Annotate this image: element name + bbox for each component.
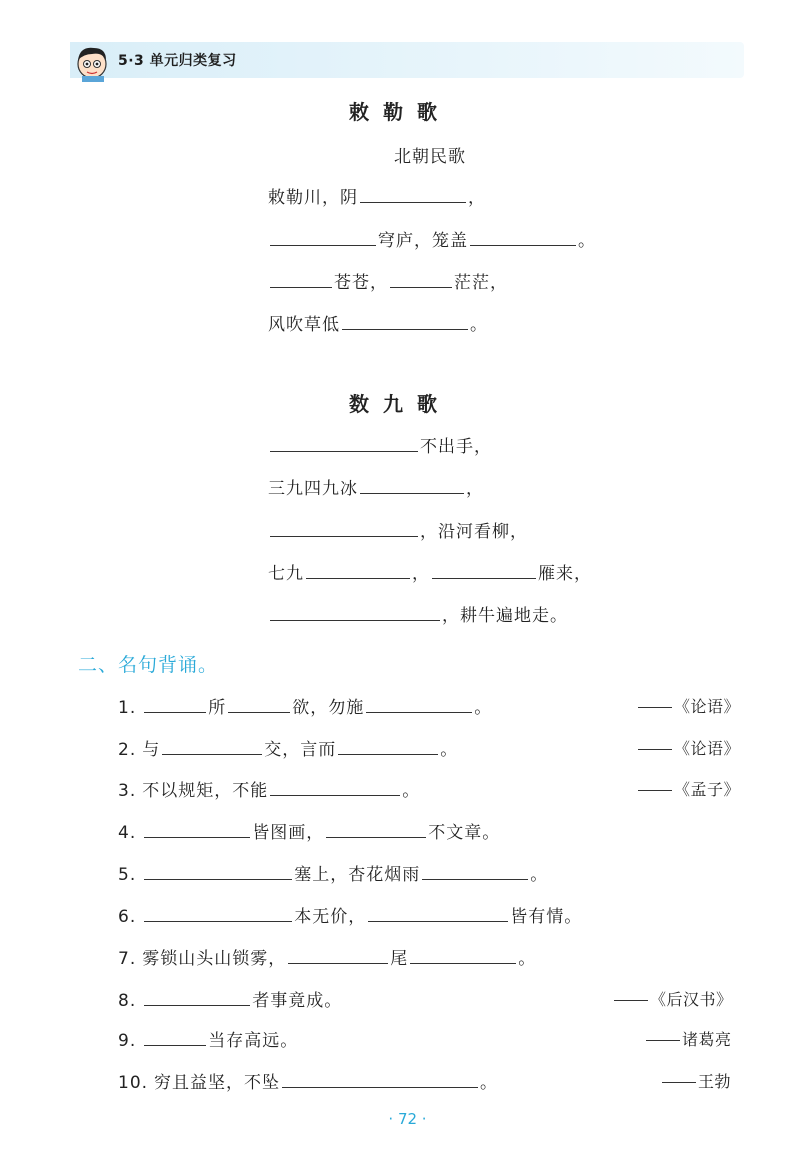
quote-source: 诸葛亮: [646, 1027, 732, 1050]
answer-blank[interactable]: [270, 518, 418, 537]
quote-source: 《论语》: [638, 736, 740, 759]
answer-blank[interactable]: [366, 694, 472, 713]
quote-item: 1. 所 欲，勿施 。: [118, 693, 492, 718]
quote-source: 王勃: [662, 1069, 731, 1092]
answer-blank[interactable]: [470, 227, 576, 246]
answer-blank[interactable]: [338, 736, 438, 755]
answer-blank[interactable]: [282, 1069, 478, 1088]
poem-line: 苍苍， 茫茫，: [268, 268, 508, 293]
answer-blank[interactable]: [144, 694, 206, 713]
page-number: · 72 ·: [388, 1110, 427, 1128]
answer-blank[interactable]: [368, 903, 508, 922]
poem-line: 三九四九冰 ，: [268, 474, 484, 499]
answer-blank[interactable]: [410, 945, 516, 964]
poem-title: 数九歌: [349, 392, 451, 416]
poem-line: 穹庐，笼盖 。: [268, 226, 596, 251]
answer-blank[interactable]: [228, 694, 290, 713]
poem-line: ，耕牛遍地走。: [268, 601, 568, 626]
answer-blank[interactable]: [162, 736, 262, 755]
answer-blank[interactable]: [270, 777, 400, 796]
quote-item: 6. 本无价， 皆有情。: [118, 902, 582, 927]
quote-source: 《论语》: [638, 694, 740, 717]
answer-blank[interactable]: [326, 819, 426, 838]
quote-source: 《后汉书》: [614, 987, 733, 1010]
quote-item: 10. 穷且益坚，不坠 。: [118, 1068, 498, 1093]
answer-blank[interactable]: [270, 433, 418, 452]
answer-blank[interactable]: [360, 184, 466, 203]
section-title: 二、名句背诵。: [78, 654, 219, 676]
quote-item: 2. 与 交，言而 。: [118, 735, 458, 760]
answer-blank[interactable]: [270, 269, 332, 288]
boy-avatar-icon: [72, 42, 116, 82]
quote-item: 5. 塞上，杏花烟雨 。: [118, 860, 548, 885]
quote-item: 7. 雾锁山头山锁雾， 尾 。: [118, 944, 536, 969]
quote-item: 3. 不以规矩，不能 。: [118, 776, 420, 801]
answer-blank[interactable]: [306, 560, 410, 579]
answer-blank[interactable]: [144, 819, 250, 838]
answer-blank[interactable]: [144, 1027, 206, 1046]
quote-item: 4. 皆图画， 不文章。: [118, 818, 500, 843]
quote-source: 《孟子》: [638, 777, 740, 800]
poem-line: 风吹草低 。: [268, 310, 488, 335]
poem-author: 北朝民歌: [394, 147, 466, 167]
poem-line: ，沿河看柳，: [268, 517, 528, 542]
answer-blank[interactable]: [270, 227, 376, 246]
answer-blank[interactable]: [270, 602, 440, 621]
answer-blank[interactable]: [422, 861, 528, 880]
poem-title: 敕勒歌: [349, 100, 451, 124]
quote-item: 9. 当存高远。: [118, 1026, 298, 1051]
answer-blank[interactable]: [342, 311, 468, 330]
answer-blank[interactable]: [144, 861, 292, 880]
answer-blank[interactable]: [144, 987, 250, 1006]
answer-blank[interactable]: [432, 560, 536, 579]
answer-blank[interactable]: [144, 903, 292, 922]
poem-line: 不出手，: [268, 432, 492, 457]
quote-item: 8. 者事竟成。: [118, 986, 342, 1011]
poem-line: 敕勒川，阴 ，: [268, 183, 486, 208]
answer-blank[interactable]: [288, 945, 388, 964]
answer-blank[interactable]: [390, 269, 452, 288]
header-title: 5·3 单元归类复习: [118, 53, 237, 69]
poem-line: 七九 ， 雁来，: [268, 559, 592, 584]
answer-blank[interactable]: [360, 475, 464, 494]
